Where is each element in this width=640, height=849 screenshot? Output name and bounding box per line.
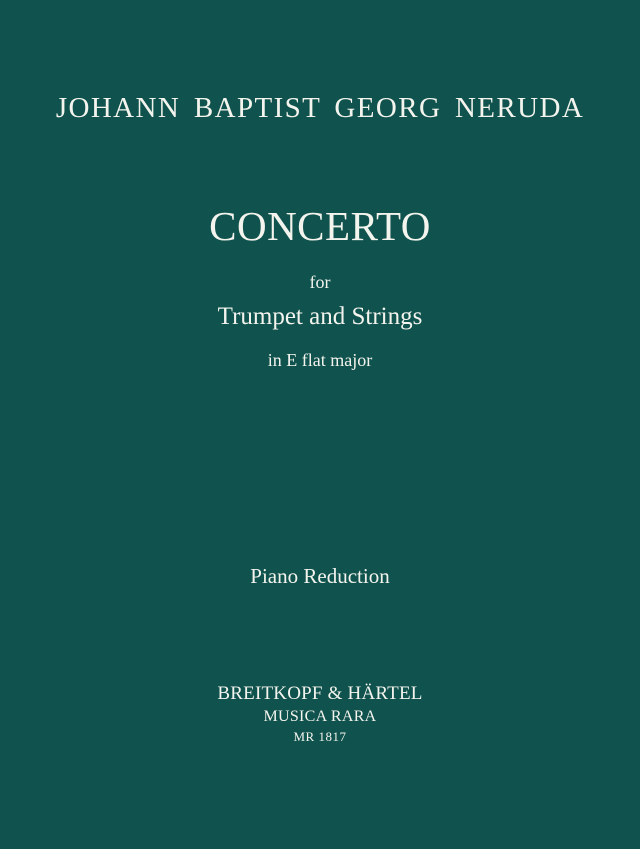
publisher-name: BREITKOPF & HÄRTEL bbox=[217, 683, 423, 704]
instrumentation: Trumpet and Strings bbox=[217, 303, 423, 330]
catalog-number: MR 1817 bbox=[293, 729, 347, 744]
work-title: CONCERTO bbox=[209, 203, 431, 249]
imprint-name: MUSICA RARA bbox=[263, 708, 377, 725]
composer-name: JOHANN BAPTIST GEORG NERUDA bbox=[55, 92, 585, 124]
edition-type: Piano Reduction bbox=[250, 564, 390, 588]
key-signature: in E flat major bbox=[267, 350, 373, 370]
for-label: for bbox=[309, 272, 331, 292]
